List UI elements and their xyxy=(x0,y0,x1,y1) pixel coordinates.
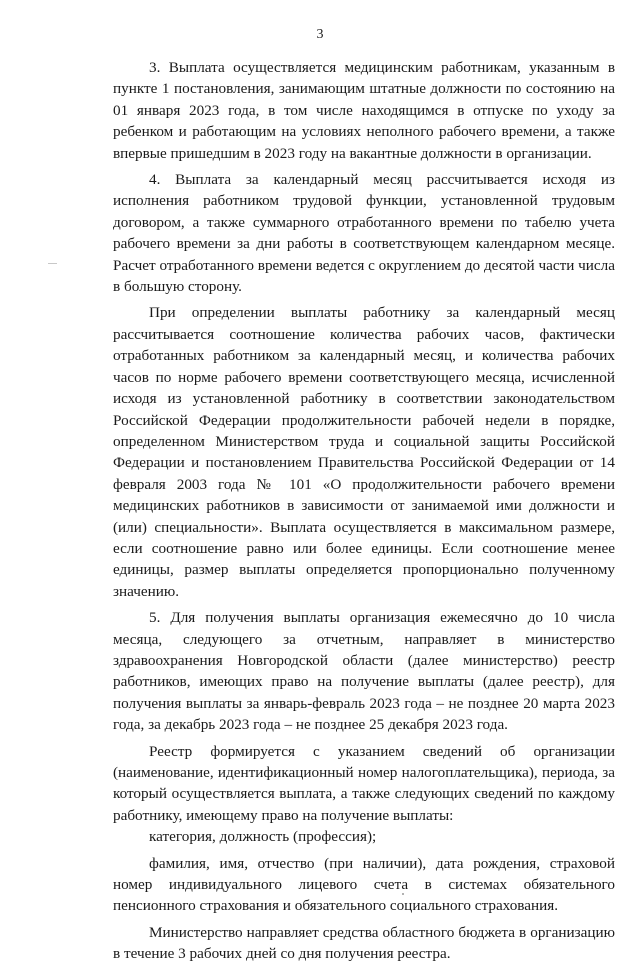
paragraph-category: категория, должность (профессия); xyxy=(149,828,377,846)
scan-dot xyxy=(402,893,404,895)
paragraph-ministry: Министерство направляет средства областного бюджета в организацию в течение 3 рабочих дней со дня получения реестра. xyxy=(113,923,615,963)
paragraph-5: 5. Для получения выплаты организация ежемесячно до 10 числа месяца, следующего за отчетным, направляет в министерство здравоохранения Новгородской области (далее министерство) реестр работников, имеющих право на получение выплаты (далее реестр), для получения выплаты за январь-февраль 2023 года – не позднее 20 марта 2023 года, за декабрь 2023 года – не позднее 25 декабря 2023 года. xyxy=(113,609,615,734)
paragraph-4: 4. Выплата за календарный месяц рассчитывается исходя из исполнения работником трудовой функции, установленной трудовым договором, а также суммарного отработанного времени по табелю учета рабочего времени за дни работы в соответствующем календарном месяце. Расчет отработанного времени ведется с округлением до десятой части числа в большую сторону. xyxy=(113,171,615,296)
paragraph-personal-data: фамилия, имя, отчество (при наличии), дата рождения, страховой номер индивидуального лицевого счета в системах обязательного пенсионного страхования и обязательного социального страхования. xyxy=(113,854,615,915)
paragraph-3: 3. Выплата осуществляется медицинским работникам, указанным в пункте 1 постановления, занимающим штатные должности по состоянию на 01 января 2023 года, в том числе находящимся в отпуске по уходу за ребенком и работающим на условиях неполного рабочего времени, а также впервые пришедшим в 2023 году на вакантные должности в организации. xyxy=(113,59,615,162)
paragraph-registry: Реестр формируется с указанием сведений об организации (наименование, идентификационный номер налогоплательщика), периода, за который осуществляется выплата, а также следующих сведений по каждому работнику, имеющему право на получение выплаты: xyxy=(113,742,615,824)
margin-mark xyxy=(48,263,57,264)
paragraph-calculation: При определении выплаты работнику за календарный месяц рассчитывается соотношение количества рабочих часов, фактически отработанных работником за календарный месяц, и количества рабочих часов по норме рабочего времени соответствующего месяца, исчисленной исходя из установленной работнику в соответствии законодательством Российской Федерации продолжительности рабочей недели в порядке, определенном Министерством труда и социальной защиты Российской Федерации и постановлением Правительства Российской Федерации от 14 февраля 2003 года № 101 «О продолжительности рабочего времени медицинских работников в зависимости от занимаемой ими должности и (или) специальности». Выплата осуществляется в максимальном размере, если соотношение равно или более единицы. Если соотношение менее единицы, размер выплаты определяется пропорционально полученному значению. xyxy=(113,304,615,600)
document-body xyxy=(113,57,615,965)
page-number: 3 xyxy=(316,27,324,42)
